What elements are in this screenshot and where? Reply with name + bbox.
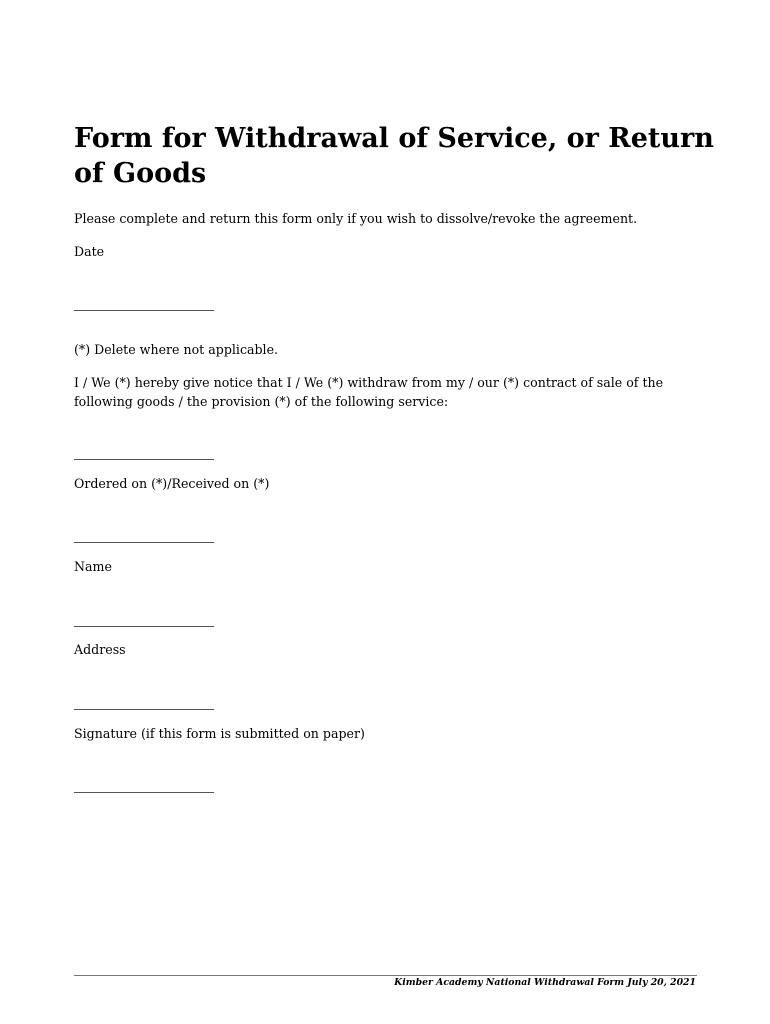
address-label: Address [74,642,126,657]
footer-text: Kimber Academy National Withdrawal Form July 20, 2021 [394,977,696,988]
ordered-received-field-line[interactable] [74,542,214,543]
address-field-line[interactable] [74,709,214,710]
intro-text: Please complete and return this form only if you wish to dissolve/revoke the agreement. [74,211,638,226]
signature-field-line[interactable] [74,792,214,793]
footer-divider [74,975,697,976]
ordered-received-label: Ordered on (*)/Received on (*) [74,476,270,491]
goods-service-field-line[interactable] [74,459,214,460]
date-label: Date [74,244,105,259]
signature-label: Signature (if this form is submitted on paper) [74,726,365,741]
name-label: Name [74,559,112,574]
name-field-line[interactable] [74,626,214,627]
form-title: Form for Withdrawal of Service, or Return of Goods [74,123,714,189]
date-field-line[interactable] [74,310,214,311]
notice-text: I / We (*) hereby give notice that I / We (*) withdraw from my / our (*) contract of sale of the following goods / the provision (*) of the following service: [74,375,664,409]
delete-note: (*) Delete where not applicable. [74,342,279,357]
